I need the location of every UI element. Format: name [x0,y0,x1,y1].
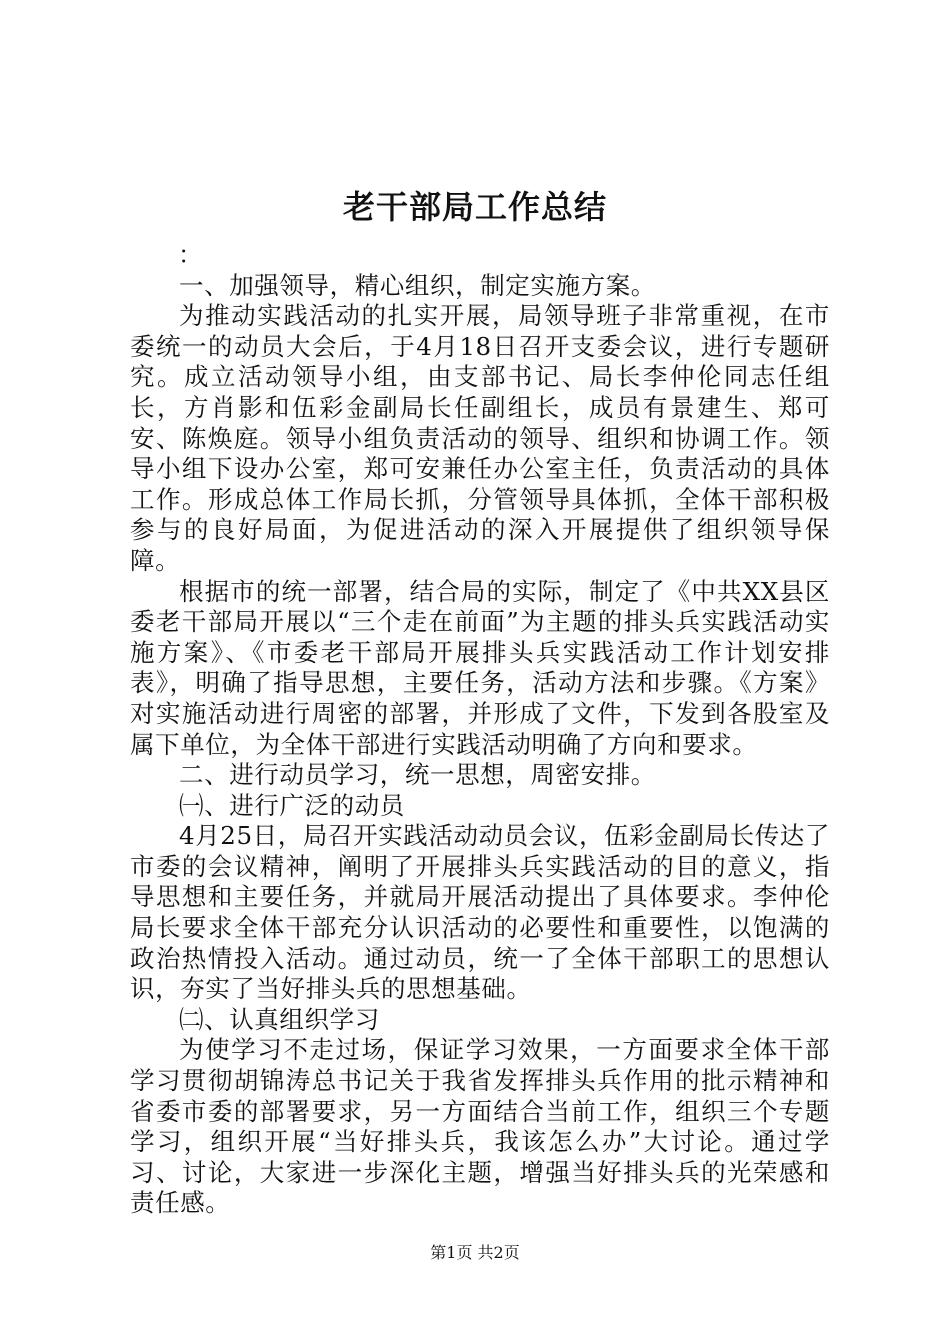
paragraph: 根据市的统一部署，结合局的实际，制定了《中共XX县区委老干部局开展以“三个走在前面”为主题的排头兵实践活动实施方案》、《市委老干部局开展排头兵实践活动工作计划安排表》，明确了指导思想，主要任务，活动方法和步骤。《方案》对实施活动进行周密的部署，并形成了文件，下发到各股室及属下单位，为全体干部进行实践活动明确了方向和要求。 [130,576,830,759]
section-heading: 二、进行动员学习，统一思想，周密安排。 [179,760,656,790]
paragraph: 4月25日，局召开实践活动动员会议，伍彩金副局长传达了市委的会议精神，阐明了开展排头兵实践活动的目的意义，指导思想和主要任务，并就局开展活动提出了具体要求。李仲伦局长要求全体干部充分认识活动的必要性和重要性，以饱满的政治热情投入活动。通过动员，统一了全体干部职工的思想认识，夯实了当好排头兵的思想基础。 [130,821,830,1004]
paragraph: 为推动实践活动的扎实开展，局领导班子非常重视，在市委统一的动员大会后，于4月18日召开支委会议，进行专题研究。成立活动领导小组，由支部书记、局长李仲伦同志任组长，方肖影和伍彩金副局长任副组长，成员有景建生、郑可安、陈焕庭。领导小组负责活动的领导、组织和协调工作。领导小组下设办公室，郑可安兼任办公室主任，负责活动的具体工作。形成总体工作局长抓，分管领导具体抓，全体干部积极参与的良好局面，为促进活动的深入开展提供了组织领导保障。 [130,301,830,575]
paragraph: ： [178,240,204,269]
page-footer: 第1页 共2页 [430,1243,520,1262]
document-title: 老干部局工作总结 [342,188,607,226]
subsection-heading: ㈡、认真组织学习 [179,1004,380,1034]
paragraph: 为使学习不走过场，保证学习效果，一方面要求全体干部学习贯彻胡锦涛总书记关于我省发挥排头兵作用的批示精神和省委市委的部署要求，另一方面结合当前工作，组织三个专题学习，组织开展“当好排头兵，我该怎么办”大讨论。通过学习、讨论，大家进一步深化主题，增强当好排头兵的光荣感和责任感。 [130,1035,830,1218]
subsection-heading: ㈠、进行广泛的动员 [179,790,405,820]
document-body [130,240,830,1219]
section-heading: 一、加强领导，精心组织，制定实施方案。 [179,270,656,300]
